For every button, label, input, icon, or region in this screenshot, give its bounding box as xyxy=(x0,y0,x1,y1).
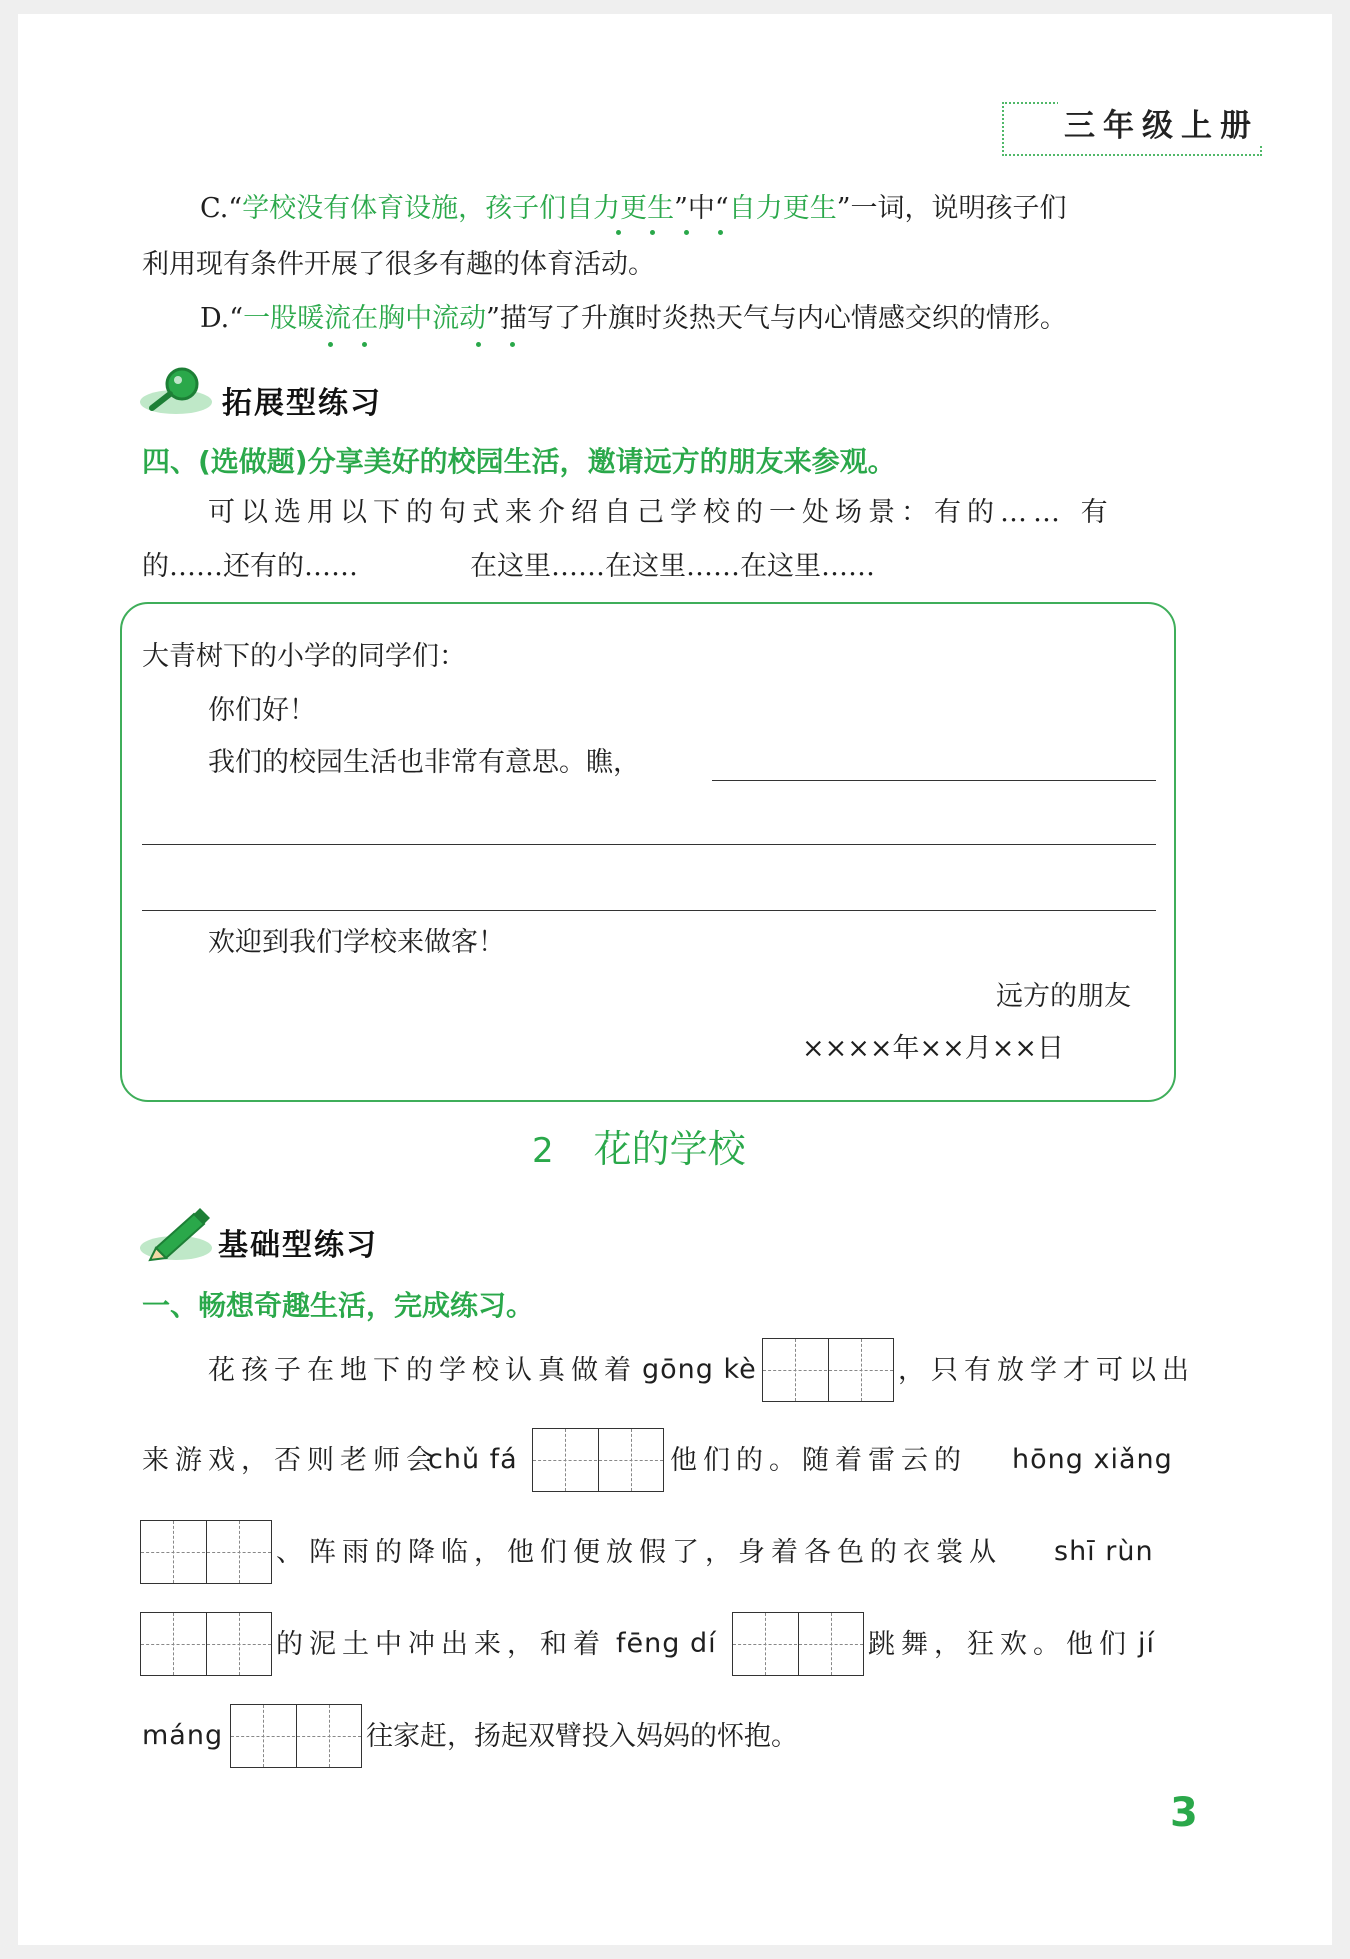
option-d-line xyxy=(200,302,1067,336)
emphasis-dot xyxy=(616,230,621,235)
exercise-line-4b: 跳舞，狂欢。他们 xyxy=(868,1629,1132,1660)
option-d-prefix: D. xyxy=(200,303,230,334)
answer-grid-jimang[interactable] xyxy=(230,1704,362,1768)
pinyin-mang: máng xyxy=(142,1720,224,1751)
hint-line-2a: 的……还有的…… xyxy=(142,551,358,582)
expand-section-title: 拓展型练习 xyxy=(222,386,382,421)
page-number: 3 xyxy=(1170,1790,1198,1836)
option-c-quote2: 自力更生 xyxy=(728,193,837,224)
emphasis-dot xyxy=(362,342,367,347)
question-4-title: 四、(选做题)分享美好的校园生活，邀请远方的朋友来参观。 xyxy=(142,445,896,478)
emphasis-dot xyxy=(510,342,515,347)
pinyin-shirun: shī rùn xyxy=(1054,1536,1154,1567)
option-c-line2: 利用现有条件开展了很多有趣的体育活动。 xyxy=(142,249,655,280)
letter-salutation: 大青树下的小学的同学们： xyxy=(142,641,466,672)
option-c-rest: ”一词，说明孩子们 xyxy=(836,193,1067,224)
writing-line[interactable] xyxy=(142,910,1156,911)
emphasis-dot xyxy=(650,230,655,235)
option-c-line1 xyxy=(200,192,1067,226)
exercise-line-1a: 花孩子在地下的学校认真做着 xyxy=(208,1355,637,1386)
answer-grid-shirun[interactable] xyxy=(140,1612,272,1676)
option-c-quote1: 学校没有体育设施，孩子们自力更生 xyxy=(242,193,675,224)
exercise-line-3a: 、阵雨的降临，他们便放假了，身着各色的衣裳从 xyxy=(276,1537,1002,1568)
letter-date: ××××年××月××日 xyxy=(802,1033,1064,1064)
answer-grid-chufa[interactable] xyxy=(532,1428,664,1492)
option-d-quote: 一股暖流在胸中流动 xyxy=(243,303,487,334)
lesson-number: 2 xyxy=(532,1131,554,1171)
option-d-q1: “ xyxy=(229,303,244,334)
pencil-icon xyxy=(138,1208,214,1262)
pinyin-gongke: gōng kè xyxy=(642,1354,757,1385)
letter-closing: 欢迎到我们学校来做客！ xyxy=(208,927,505,958)
lesson-name: 花的学校 xyxy=(593,1127,746,1171)
letter-box xyxy=(120,602,1176,1102)
option-d-rest: ”描写了升旗时炎热天气与内心情感交织的情形。 xyxy=(486,303,1067,334)
hint-line-1: 可以选用以下的句式来介绍自己学校的一处场景：有的…… 有 xyxy=(208,497,1114,528)
grade-label: 三年级上册 xyxy=(1058,100,1265,145)
question-1-title: 一、畅想奇趣生活，完成练习。 xyxy=(142,1289,535,1322)
emphasis-dot xyxy=(476,342,481,347)
letter-intro: 我们的校园生活也非常有意思。瞧， xyxy=(208,747,640,778)
magnifier-icon xyxy=(138,366,214,416)
answer-grid-hongxiang[interactable] xyxy=(140,1520,272,1584)
answer-grid-gongke[interactable] xyxy=(762,1338,894,1402)
letter-signature: 远方的朋友 xyxy=(996,981,1131,1012)
answer-grid-fengdi[interactable] xyxy=(732,1612,864,1676)
pinyin-fengdi: fēng dí xyxy=(616,1628,717,1659)
exercise-line-5a: 往家赶，扬起双臂投入妈妈的怀抱。 xyxy=(366,1721,798,1752)
lesson-title xyxy=(532,1118,746,1173)
option-c-q1: “ xyxy=(228,193,243,224)
exercise-line-2a: 来游戏，否则老师会 xyxy=(142,1445,439,1476)
exercise-line-4a: 的泥土中冲出来，和着 xyxy=(276,1629,606,1660)
option-c-mid: ”中“ xyxy=(674,193,729,224)
emphasis-dot xyxy=(684,230,689,235)
pinyin-hongxiang: hōng xiǎng xyxy=(1012,1444,1173,1475)
basic-section-title: 基础型练习 xyxy=(218,1228,378,1263)
emphasis-dot xyxy=(328,342,333,347)
exercise-line-2b: 他们的。随着雷云的 xyxy=(670,1445,967,1476)
writing-line[interactable] xyxy=(712,780,1156,781)
hint-line-2b: 在这里……在这里……在这里…… xyxy=(470,551,875,582)
option-c-prefix: C. xyxy=(200,193,229,224)
exercise-line-1b: ，只有放学才可以出 xyxy=(898,1355,1195,1386)
writing-line[interactable] xyxy=(142,844,1156,845)
pinyin-chufa: chǔ fá xyxy=(428,1444,518,1475)
letter-greeting: 你们好！ xyxy=(208,695,316,726)
pinyin-ji: jí xyxy=(1138,1628,1156,1659)
emphasis-dot xyxy=(718,230,723,235)
